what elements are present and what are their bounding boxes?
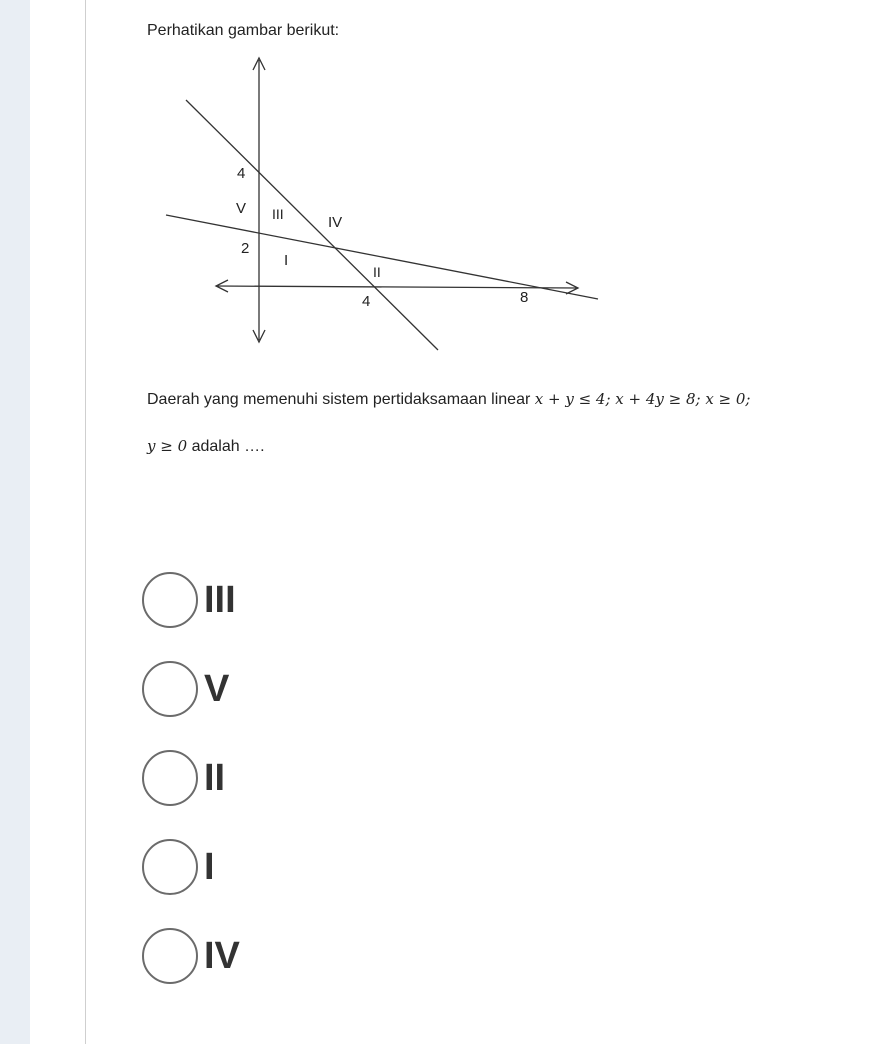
- question-line-2: [147, 423, 847, 470]
- question-lead: Daerah yang memenuhi sistem pertidaksamaan linear: [147, 391, 531, 408]
- option-label: I: [204, 845, 215, 888]
- label-x-4: 4: [362, 293, 371, 310]
- label-y-2: 2: [241, 240, 250, 257]
- label-region-iv: IV: [328, 214, 343, 231]
- option-iv[interactable]: [142, 926, 240, 986]
- option-label: IV: [204, 934, 240, 977]
- radio-button[interactable]: [142, 750, 198, 806]
- line-x-plus-y-eq-4: [186, 100, 438, 350]
- inequality-system-part-1: x + y ≤ 4; x + 4y ≥ 8; x ≥ 0;: [534, 390, 751, 408]
- option-v[interactable]: [142, 659, 240, 719]
- question-line-1: [147, 376, 847, 423]
- left-sidebar-panel: [0, 0, 30, 1044]
- radio-button[interactable]: [142, 928, 198, 984]
- option-label: II: [204, 756, 226, 799]
- answer-options: [142, 570, 240, 1015]
- content-divider: [85, 0, 86, 1044]
- radio-button[interactable]: [142, 839, 198, 895]
- inequality-system-part-2: y ≥ 0: [147, 437, 188, 455]
- label-x-8: 8: [520, 289, 529, 306]
- option-ii[interactable]: [142, 748, 240, 808]
- option-iii[interactable]: [142, 570, 240, 630]
- label-region-v: V: [236, 200, 247, 217]
- question-tail: adalah ….: [191, 438, 265, 455]
- label-y-4: 4: [237, 165, 246, 182]
- x-axis: [216, 286, 578, 288]
- question-text: [147, 376, 847, 470]
- label-region-i: I: [284, 252, 289, 269]
- label-region-ii: II: [373, 264, 381, 280]
- option-i[interactable]: [142, 837, 240, 897]
- intro-text: Perhatikan gambar berikut:: [147, 22, 340, 39]
- radio-button[interactable]: [142, 572, 198, 628]
- option-label: III: [204, 578, 236, 621]
- graph-figure: [150, 50, 610, 360]
- option-label: V: [204, 667, 230, 710]
- label-region-iii: III: [272, 206, 284, 222]
- radio-button[interactable]: [142, 661, 198, 717]
